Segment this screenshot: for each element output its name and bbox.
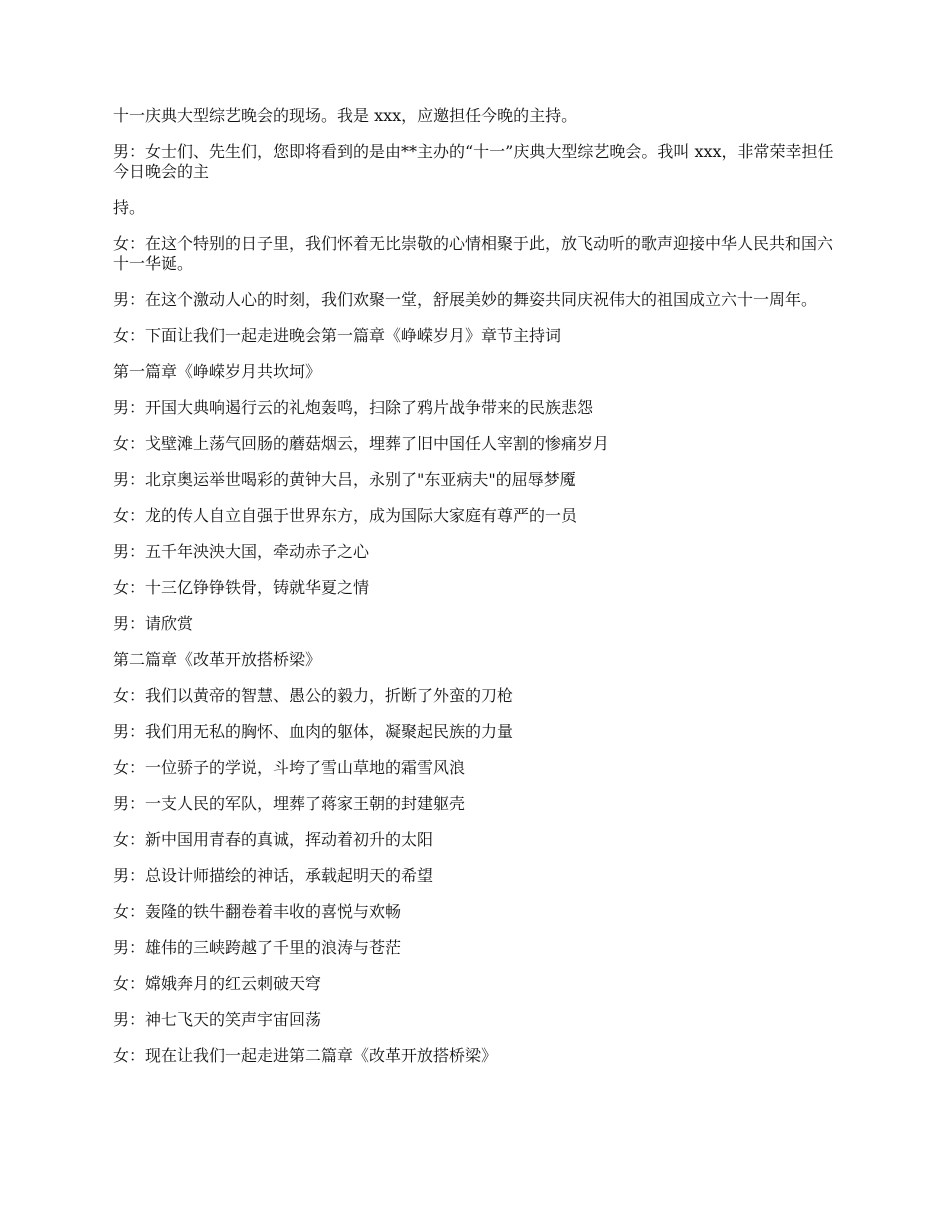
paragraph-26: 女：现在让我们一起走进第二篇章《改革开放搭桥梁》	[113, 1046, 498, 1065]
paragraph-21: 男：总设计师描绘的神话，承载起明天的希望	[113, 866, 434, 885]
paragraph-22: 女：轰隆的铁牛翻卷着丰收的喜悦与欢畅	[113, 902, 402, 921]
paragraph-9: 女：戈壁滩上荡气回肠的蘑菇烟云，埋葬了旧中国任人宰割的惨痛岁月	[113, 434, 610, 453]
paragraph-8: 男：开国大典响遏行云的礼炮轰鸣，扫除了鸦片战争带来的民族悲怨	[113, 398, 594, 417]
paragraph-19: 男：一支人民的军队，埋葬了蒋家王朝的封建躯壳	[113, 794, 466, 813]
paragraph-24: 女：嫦娥奔月的红云刺破天穹	[113, 974, 322, 993]
paragraph-2: 男：女士们、先生们，您即将看到的是由**主办的“十一”庆典大型综艺晚会。我叫 xxx，非常荣幸担任今日晚会的主	[113, 142, 834, 181]
paragraph-4: 女：在这个特别的日子里，我们怀着无比崇敬的心情相聚于此，放飞动听的歌声迎接中华人民共和国六十一华诞。	[113, 234, 834, 273]
paragraph-13: 女：十三亿铮铮铁骨，铸就华夏之情	[113, 578, 370, 597]
paragraph-23: 男：雄伟的三峡跨越了千里的浪涛与苍茫	[113, 938, 402, 957]
paragraph-11: 女：龙的传人自立自强于世界东方，成为国际大家庭有尊严的一员	[113, 506, 578, 525]
paragraph-25: 男：神七飞天的笑声宇宙回荡	[113, 1010, 322, 1029]
paragraph-20: 女：新中国用青春的真诚，挥动着初升的太阳	[113, 830, 434, 849]
paragraph-6: 女：下面让我们一起走进晚会第一篇章《峥嵘岁月》章节主持词	[113, 326, 562, 345]
paragraph-5: 男：在这个激动人心的时刻，我们欢聚一堂，舒展美妙的舞姿共同庆祝伟大的祖国成立六十一周年。	[113, 290, 818, 309]
paragraph-16: 女：我们以黄帝的智慧、愚公的毅力，折断了外蛮的刀枪	[113, 686, 514, 705]
paragraph-1: 十一庆典大型综艺晚会的现场。我是 xxx，应邀担任今晚的主持。	[113, 106, 578, 125]
paragraph-12: 男：五千年泱泱大国，牵动赤子之心	[113, 542, 370, 561]
chapter-2-heading: 第二篇章《改革开放搭桥梁》	[113, 650, 322, 669]
paragraph-10: 男：北京奥运举世喝彩的黄钟大吕，永别了"东亚病夫"的屈辱梦魇	[113, 470, 576, 489]
paragraph-3: 持。	[113, 198, 146, 217]
paragraph-17: 男：我们用无私的胸怀、血肉的躯体，凝聚起民族的力量	[113, 722, 514, 741]
chapter-1-heading: 第一篇章《峥嵘岁月共坎坷》	[113, 362, 322, 381]
paragraph-14: 男：请欣赏	[113, 614, 194, 633]
paragraph-18: 女：一位骄子的学说，斗垮了雪山草地的霜雪风浪	[113, 758, 466, 777]
document-page	[113, 106, 843, 1082]
